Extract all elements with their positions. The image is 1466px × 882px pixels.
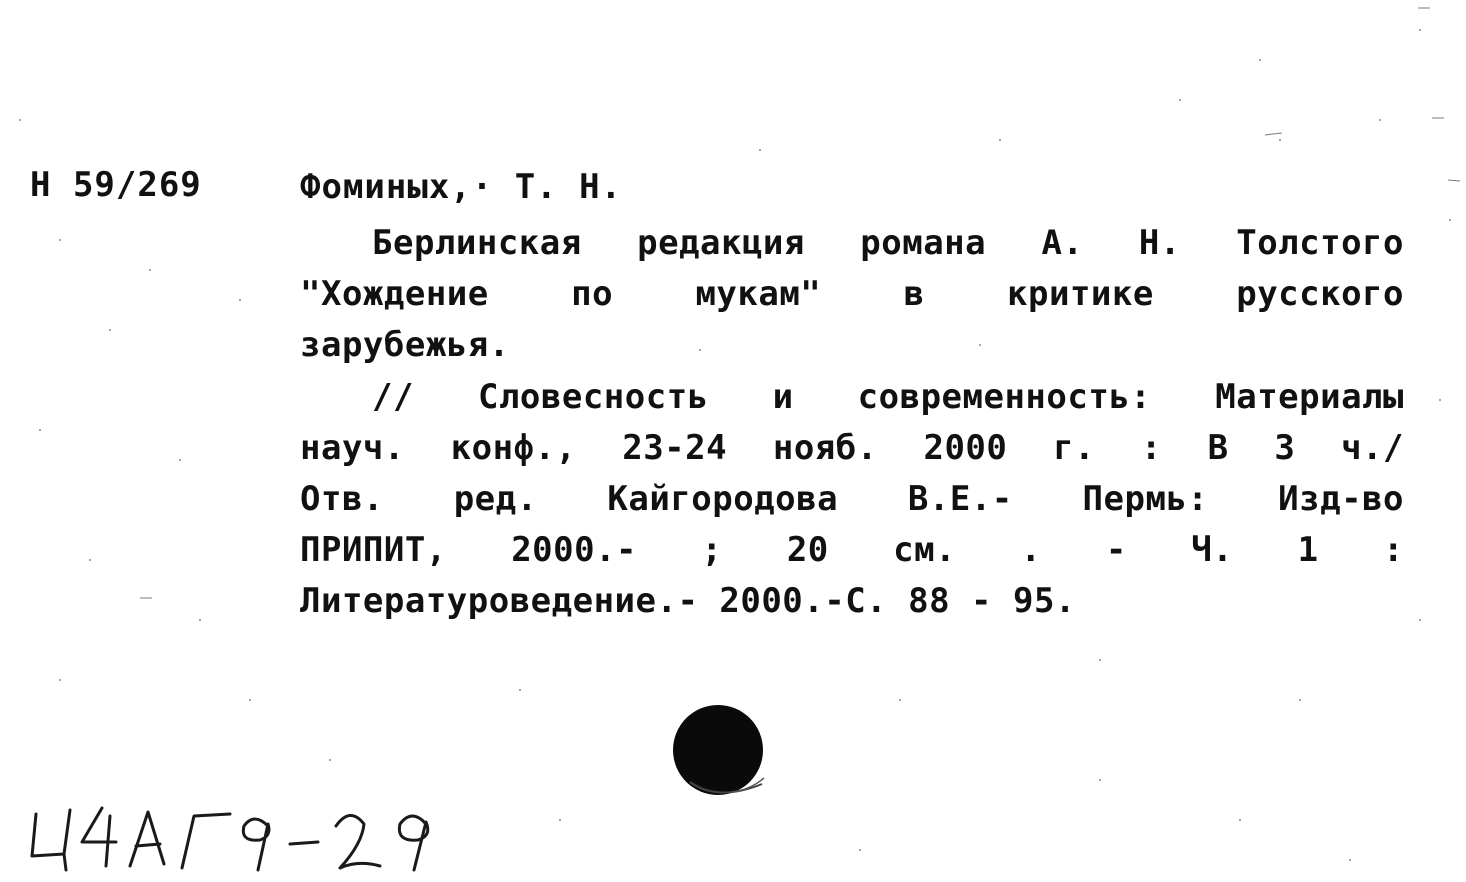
source-line: Литературоведение.- 2000.-С. 88 - 95. bbox=[300, 581, 1076, 621]
punch-hole bbox=[672, 704, 768, 800]
title-line: "Хождение по мукам" в критике русского bbox=[300, 274, 1404, 314]
publication-source bbox=[300, 372, 1404, 627]
work-title bbox=[300, 218, 1404, 371]
source-line: Отв. ред. Кайгородова В.Е.- Пермь: Изд-во bbox=[300, 479, 1404, 519]
source-line: науч. конф., 23-24 нояб. 2000 г. : В 3 ч./ bbox=[300, 428, 1404, 468]
source-line: ПРИПИТ, 2000.- ; 20 см. . - Ч. 1 : bbox=[300, 530, 1404, 570]
shelfmark: Н 59/269 bbox=[30, 165, 202, 205]
title-line: зарубежья. bbox=[300, 325, 510, 365]
source-line: // Словесность и современность: Материалы bbox=[372, 377, 1404, 417]
title-line: Берлинская редакция романа А. Н. Толстого bbox=[372, 223, 1404, 263]
author-name: Фоминых,· Т. Н. bbox=[300, 167, 623, 207]
handwritten-code bbox=[18, 786, 478, 882]
